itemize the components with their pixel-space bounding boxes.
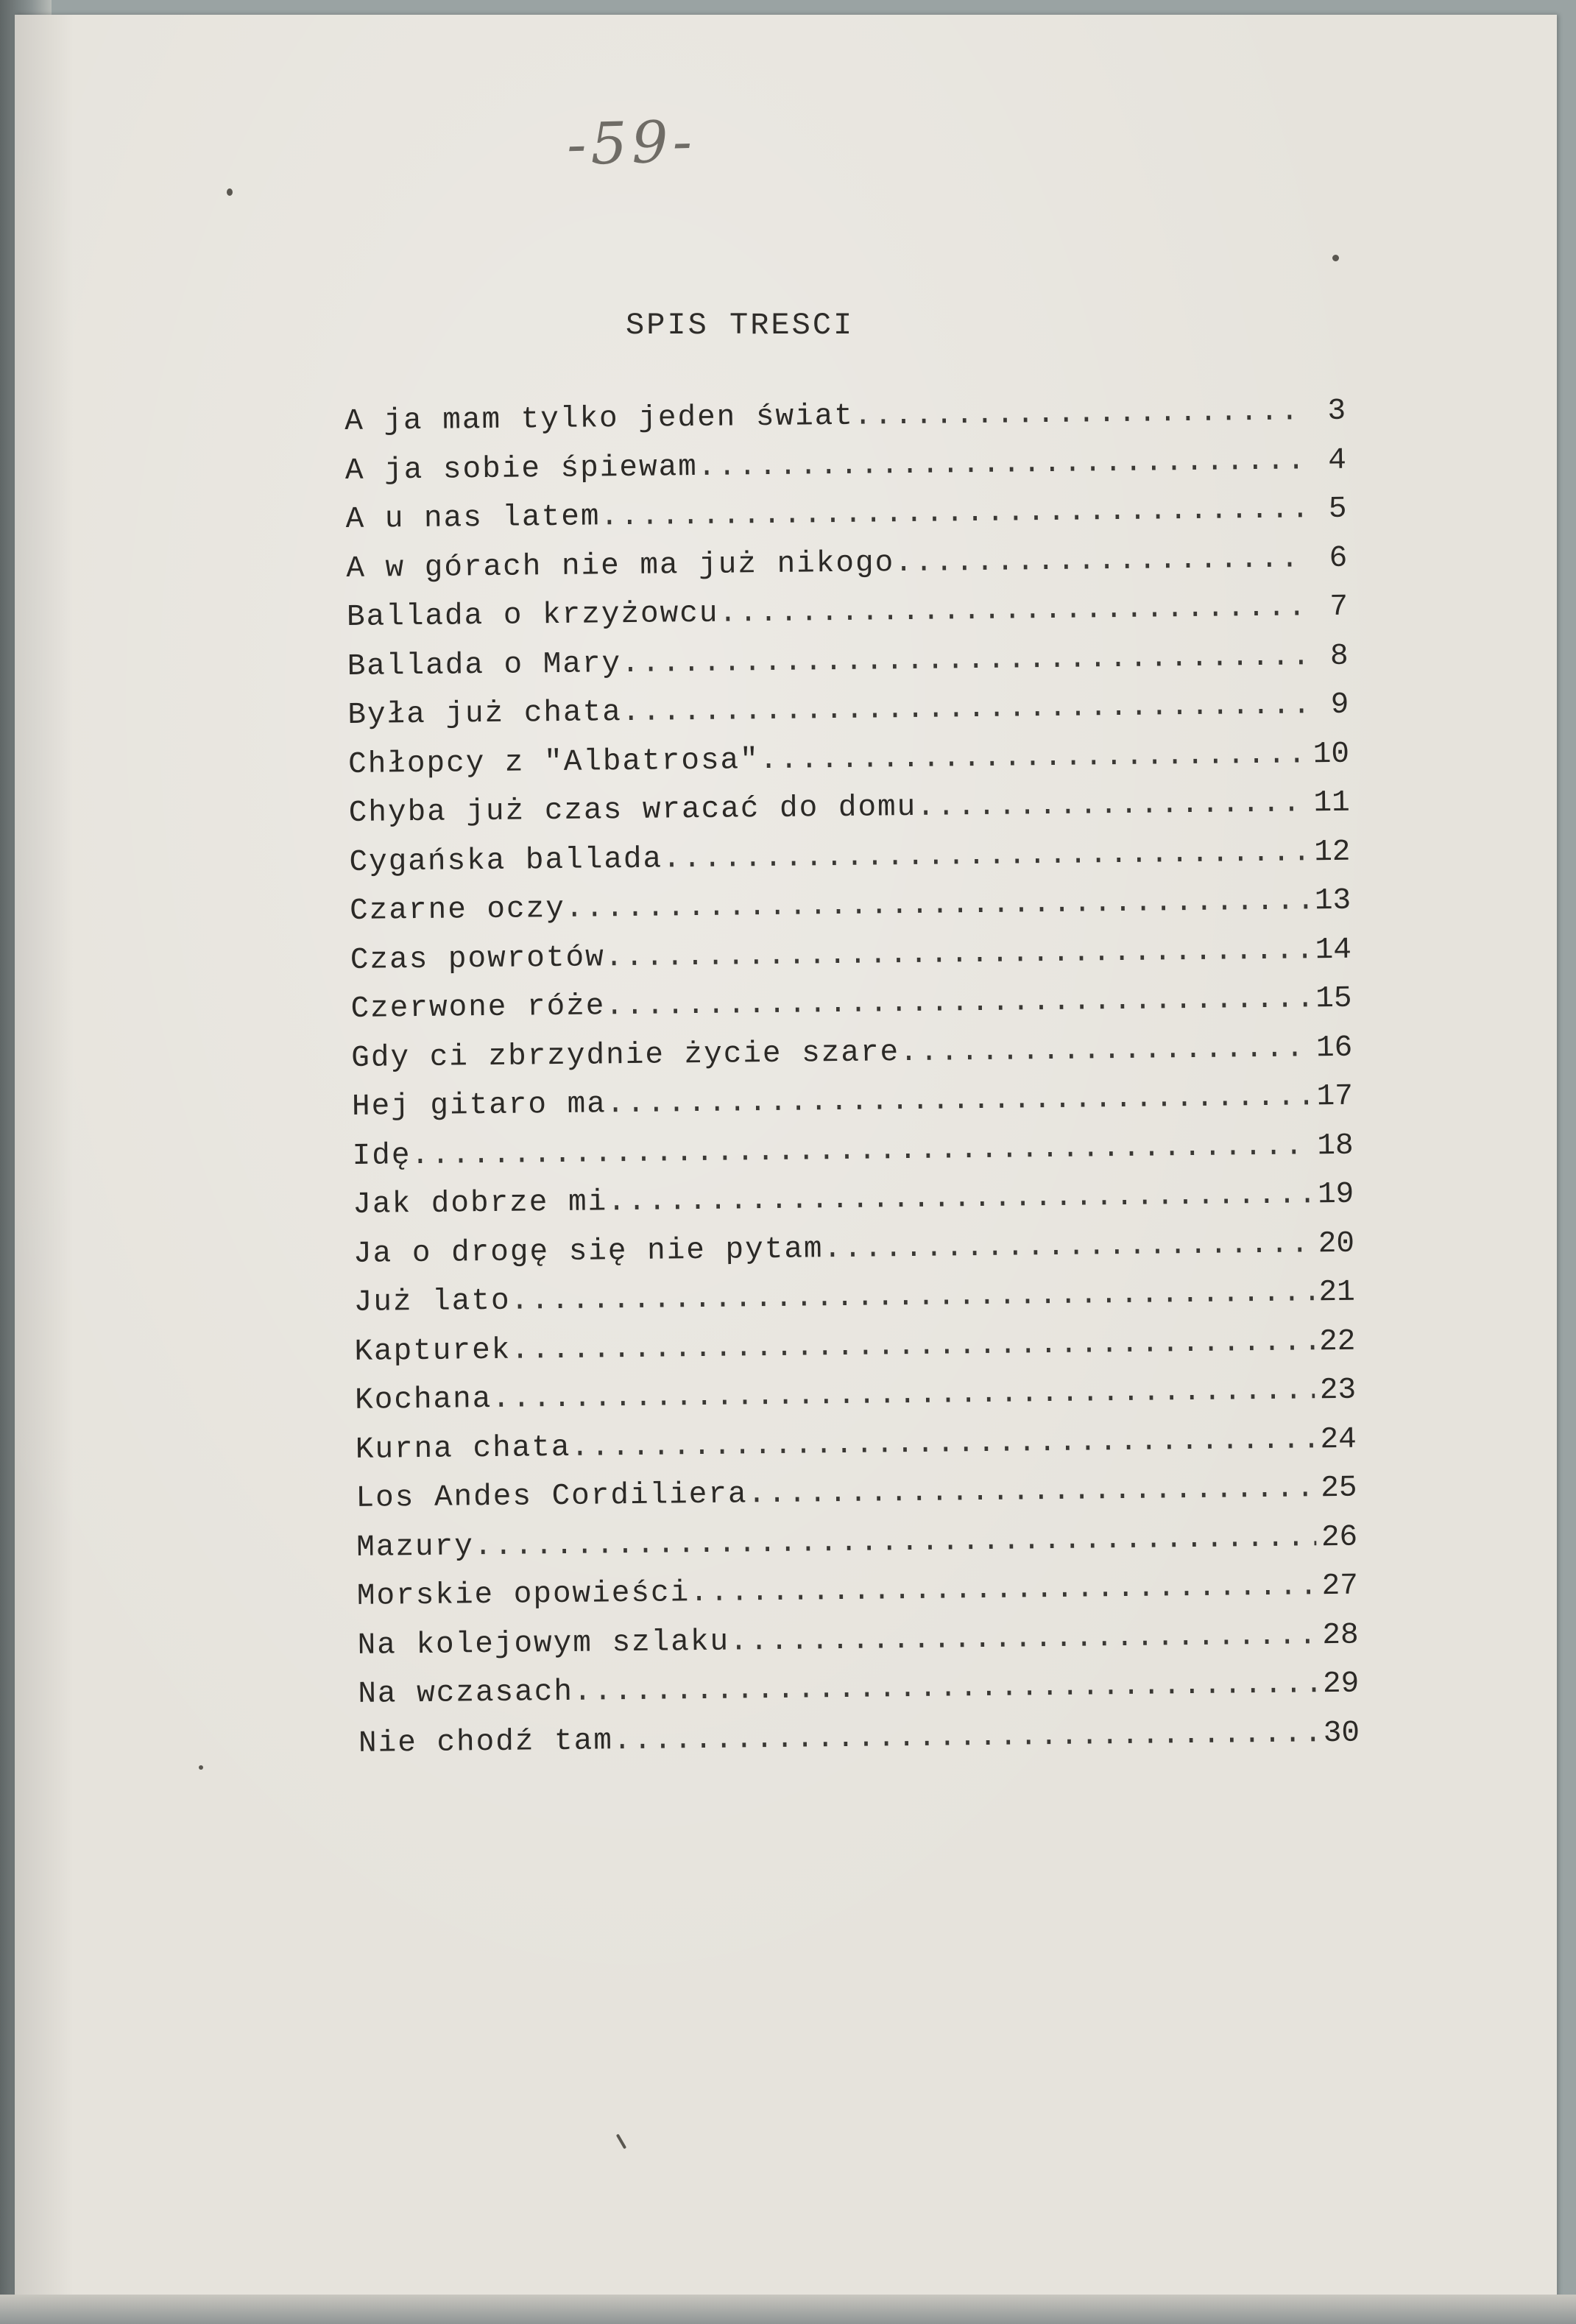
toc-dot-leader bbox=[573, 1667, 1318, 1709]
toc-entry-page-number: 25 bbox=[1321, 1471, 1357, 1506]
toc-entry-page-number: 3 bbox=[1327, 394, 1346, 429]
toc-entry-title: Kapturek bbox=[354, 1333, 512, 1369]
toc-entry-page-number: 26 bbox=[1321, 1520, 1358, 1555]
toc-entry-title: A ja mam tylko jeden świat bbox=[344, 399, 855, 439]
handwritten-page-number: -59- bbox=[565, 108, 698, 179]
toc-dot-leader bbox=[607, 1178, 1313, 1219]
toc-entry-title: Czerwone róże bbox=[350, 989, 606, 1026]
toc-dot-leader bbox=[605, 933, 1311, 975]
toc-dot-leader bbox=[916, 786, 1309, 824]
toc-dot-leader bbox=[613, 1717, 1319, 1758]
toc-entry-page-number: 11 bbox=[1313, 785, 1350, 821]
toc-entry-title: A ja sobie śpiewam bbox=[344, 450, 699, 488]
paper-speck bbox=[199, 1765, 203, 1770]
toc-dot-leader bbox=[600, 492, 1306, 534]
paper-speck bbox=[227, 188, 233, 196]
toc-entry-page-number: 28 bbox=[1322, 1618, 1359, 1653]
toc-entry-page-number: 10 bbox=[1312, 737, 1350, 771]
toc-entry-title: Na wczasach bbox=[358, 1675, 574, 1712]
toc-entry-title: Jak dobrze mi bbox=[353, 1185, 608, 1222]
toc-dot-leader bbox=[729, 1619, 1318, 1659]
toc-entry-title: Chyba już czas wracać do domu bbox=[348, 790, 917, 830]
toc-entry-title: Kochana bbox=[354, 1382, 492, 1418]
toc-entry-title: Chłopcy z "Albatrosa" bbox=[347, 743, 760, 782]
toc-dot-leader bbox=[823, 1227, 1313, 1266]
toc-dot-leader bbox=[662, 836, 1310, 876]
toc-entry-page-number: 19 bbox=[1317, 1177, 1354, 1212]
paper-speck bbox=[1332, 255, 1339, 261]
toc-dot-leader bbox=[621, 640, 1307, 681]
toc-entry-page-number: 8 bbox=[1329, 639, 1349, 674]
toc-entry-page-number: 20 bbox=[1318, 1226, 1355, 1261]
toc-dot-leader bbox=[605, 982, 1311, 1023]
toc-dot-leader bbox=[570, 1423, 1315, 1465]
toc-entry-title: Morskie opowieści bbox=[356, 1576, 690, 1614]
toc-entry-page-number: 13 bbox=[1314, 883, 1351, 919]
toc-entry-title: Ballada o krzyżowcu bbox=[346, 596, 719, 635]
toc-entry-page-number: 18 bbox=[1317, 1129, 1354, 1163]
toc-entry-page-number: 12 bbox=[1313, 835, 1351, 869]
table-of-contents bbox=[344, 395, 1360, 1776]
toc-entry-title: Kurna chata bbox=[355, 1430, 571, 1467]
toc-dot-leader bbox=[894, 542, 1307, 580]
toc-dot-leader bbox=[690, 1569, 1317, 1610]
toc-dot-leader bbox=[747, 1472, 1315, 1511]
toc-entry-title: Ballada o Mary bbox=[347, 646, 622, 684]
page-bottom-edge bbox=[0, 2295, 1576, 2324]
toc-entry-title: Nie chodź tam bbox=[358, 1723, 614, 1761]
toc-dot-leader bbox=[900, 1031, 1312, 1070]
toc-entry-title: Była już chata bbox=[347, 696, 623, 732]
toc-entry-title: Gdy ci zbrzydnie życie szare bbox=[351, 1035, 900, 1076]
toc-entry-title: A w górach nie ma już nikogo bbox=[346, 545, 895, 586]
toc-entry-title: Już lato bbox=[353, 1284, 511, 1320]
toc-entry-page-number: 17 bbox=[1316, 1079, 1354, 1115]
page-title: SPIS TRESCI bbox=[626, 308, 855, 343]
toc-dot-leader bbox=[622, 688, 1308, 730]
toc-entry-page-number: 5 bbox=[1328, 492, 1347, 527]
toc-entry-title: Mazury bbox=[356, 1529, 475, 1565]
toc-dot-leader bbox=[760, 738, 1309, 777]
toc-entry-page-number: 21 bbox=[1318, 1275, 1355, 1310]
toc-entry bbox=[358, 1716, 1360, 1776]
toc-entry-title: A u nas latem bbox=[345, 500, 601, 537]
toc-entry-page-number: 30 bbox=[1323, 1716, 1360, 1751]
toc-dot-leader bbox=[698, 444, 1306, 484]
toc-entry-page-number: 24 bbox=[1320, 1422, 1357, 1457]
toc-dot-leader bbox=[607, 1080, 1312, 1121]
toc-entry-title: Cygańska ballada bbox=[349, 842, 663, 880]
toc-entry-page-number: 16 bbox=[1315, 1031, 1353, 1065]
toc-entry-page-number: 4 bbox=[1328, 443, 1347, 478]
toc-entry-page-number: 7 bbox=[1329, 590, 1349, 624]
toc-entry-title: Los Andes Cordiliera bbox=[356, 1477, 748, 1516]
toc-entry-title: Ja o drogę się nie pytam bbox=[353, 1232, 824, 1271]
toc-entry-page-number: 9 bbox=[1330, 688, 1349, 722]
toc-entry-page-number: 22 bbox=[1318, 1324, 1356, 1359]
toc-entry-page-number: 15 bbox=[1315, 981, 1352, 1017]
toc-dot-leader bbox=[854, 395, 1305, 433]
toc-entry-page-number: 14 bbox=[1315, 933, 1352, 967]
toc-entry-title: Hej gitaro ma bbox=[351, 1087, 607, 1124]
toc-entry-page-number: 27 bbox=[1321, 1569, 1359, 1604]
toc-entry-title: Czas powrotów bbox=[350, 940, 605, 978]
toc-entry-title: Czarne oczy bbox=[349, 891, 566, 928]
toc-entry-title: Idę bbox=[352, 1138, 411, 1173]
toc-entry-page-number: 29 bbox=[1322, 1667, 1360, 1702]
toc-entry-title: Na kolejowym szlaku bbox=[357, 1625, 730, 1663]
toc-entry-page-number: 6 bbox=[1329, 541, 1348, 576]
toc-entry-page-number: 23 bbox=[1319, 1373, 1357, 1408]
toc-dot-leader bbox=[565, 884, 1310, 926]
toc-dot-leader bbox=[718, 590, 1307, 630]
